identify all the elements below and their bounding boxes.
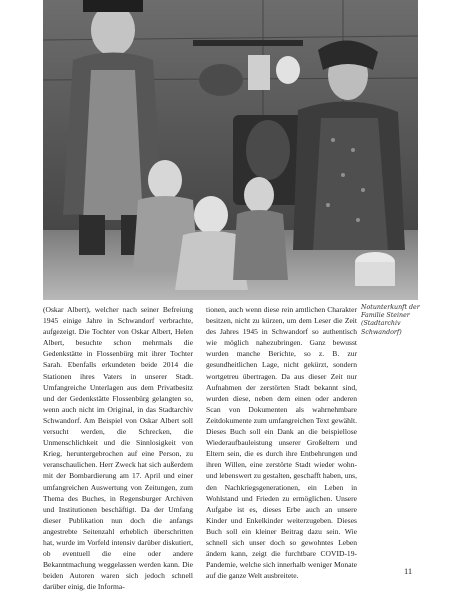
text-column-left — [43, 304, 193, 592]
page-number: 11 — [404, 566, 413, 576]
body-text-right: tionen, auch wenn diese rein amtlichen Charakter besitzen, nicht zu kürzen, um dem Leser die Zeit des Jahres 1945 in Schwandorf so authentisch wie möglich nahezubringen. Ganz bewusst wurden manche Berichte, so z. B. zur gesundheitlichen Lage, nicht gekürzt, sondern wortgetreu übertragen. Da aus dieser Zeit nur Aufnahmen der zerstörten Stadt bekannt sind, wurden diese, neben dem einen oder anderen Scan von Dokumenten als wahrnehmbare Zeitdokumente zum umfangreichen Text gewählt. Dieses Buch soll ein Dank an die beispiellose Wiederaufbauleistung unserer Großeltern und Eltern sein, die es durch ihre Entbehrungen und ihren Willen, eine zerstörte Stadt wieder wohn- und lebenswert zu gestalten, geschafft haben, uns, den Nachkriegsgenerationen, ein Leben in Wohlstand und Frieden zu ermöglichen. Unsere Aufgabe ist es, dieses Erbe auch an unsere Kinder und Enkelkinder weiterzugeben. Dieses Buch soll ein kleiner Beitrag dazu sein. Wie schnell sich unser doch so gewohntes Leben ändern kann, zeigt die furchtbare COVID-19-Pandemie, welche sich innerhalb weniger Monate auf die ganze Welt ausbreitete. — [206, 305, 357, 581]
family-photo — [43, 0, 418, 300]
family-photo-icon — [43, 0, 418, 300]
body-text-left: (Oskar Albert), welcher nach seiner Befreiung 1945 einige Jahre in Schwandorf verbrachte, aufgezeigt. Die Tochter von Oskar Albert, Helen Albert, besuchte schon mehrmals die Gedenkstätte in Flossenbürg mit ihrer Tochter Sarah. Ebenfalls erkundeten beide 2014 die Stationen ihres Vaters in unserer Stadt. Umfangreiche Unterlagen aus dem Privatbesitz und der Gedenkstätte Flossenbürg gelangten so, wenn auch nicht im Original, in das Stadtarchiv Schwandorf. Am Beispiel von Oskar Albert soll versucht werden, die Schrecken, die Unmenschlichkeit und die Sinnlosigkeit von Krieg, heruntergebrochen auf eine Person, zu veranschaulichen. Herr Zweck hat sich außerdem mit der Bombardierung am 17. April und einer umfangreichen Auswertung von Zeitungen, zum Thema des Buches, in Regensburger Archiven und Institutionen beschäftigt. Da der Umfang dieser Publikation nun doch die anfangs angestrebte Seitenzahl erheblich überschritten hat, wurde im Vorfeld intensiv darüber diskutiert, ob eventuell die eine oder andere Bekanntmachung weggelassen werden kann. Die beiden Autoren waren sich jedoch schnell darüber einig, die Informa- — [43, 305, 193, 592]
text-column-right — [206, 304, 357, 581]
photo-caption: Notunterkunft der Familie Steiner (Stadtarchiv Schwandorf) — [361, 304, 420, 336]
